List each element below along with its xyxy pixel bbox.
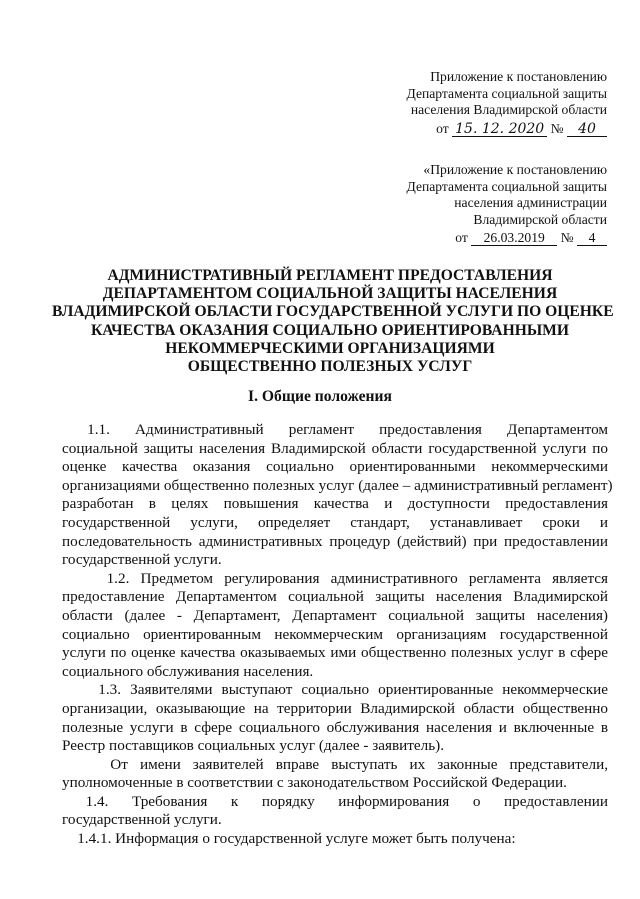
- paragraph: [62, 793, 608, 830]
- paragraph: [62, 421, 613, 570]
- title-line: КАЧЕСТВА ОКАЗАНИЯ СОЦИАЛЬНО ОРИЕНТИРОВАННЫМИ: [90, 321, 569, 339]
- paragraph-line: социальной защиты населения Владимирской области государственной услуги по: [62, 439, 608, 457]
- paragraph-line: организации, оказывающие на территории Владимирской области общественно: [62, 699, 608, 717]
- paragraph-line: 1.1. Административный регламент предоставления Департаментом: [62, 421, 608, 438]
- paragraph-line: разработан в целях повышения качества и доступности предоставления: [62, 495, 608, 513]
- handwritten-date: 15. 12. 2020: [452, 122, 547, 137]
- appendix-old-line-2: Департамента социальной защиты: [406, 178, 607, 194]
- number-label: №: [560, 230, 574, 245]
- paragraph-line: От имени заявителей вправе выступать их законные представители,: [62, 755, 608, 773]
- paragraph-line: социально ориентированным некоммерческим организациям государственной: [62, 625, 608, 643]
- title-line: ВЛАДИМИРСКОЙ ОБЛАСТИ ГОСУДАРСТВЕННОЙ УСЛУГИ ПО ОЦЕНКЕ: [52, 303, 614, 321]
- appendix-new-date-line: [407, 121, 607, 138]
- paragraph: [62, 756, 608, 793]
- from-label: от: [436, 120, 449, 136]
- document-title: [52, 267, 614, 376]
- paragraph-line: полезные услуги в сфере социального обслуживания населения и включенные в: [62, 718, 608, 736]
- appendix-new-line-3: населения Владимирской области: [410, 102, 607, 117]
- title-line: АДМИНИСТРАТИВНЫЙ РЕГЛАМЕНТ ПРЕДОСТАВЛЕНИЯ: [107, 267, 553, 284]
- title-line: ДЕПАРТАМЕНТОМ СОЦИАЛЬНОЙ ЗАЩИТЫ НАСЕЛЕНИЯ: [102, 285, 558, 303]
- paragraph: [62, 830, 608, 849]
- paragraph-line: государственной услуги.: [62, 551, 222, 569]
- old-date: 26.03.2019: [471, 231, 557, 246]
- old-number: 4: [577, 231, 607, 246]
- paragraph-line: 1.4. Требования к порядку информирования о предоставлении: [62, 792, 608, 810]
- paragraph-line: 1.2. Предметом регулирования административного регламента является: [62, 569, 608, 587]
- title-line: НЕКОММЕРЧЕСКИМИ ОРГАНИЗАЦИЯМИ: [165, 339, 495, 357]
- paragraph-line: государственной услуги, определяет стандарт, устанавливает сроки и: [62, 513, 608, 531]
- paragraph-line: услуги по оценке качества оказываемых ими общественно полезных услуг в сфере: [62, 644, 608, 662]
- paragraph: [62, 570, 608, 682]
- appendix-old-block: [407, 162, 607, 247]
- number-label: №: [550, 120, 564, 136]
- paragraph-line: социального обслуживания населения.: [62, 662, 314, 680]
- appendix-new-line-1: Приложение к постановлению: [430, 69, 607, 84]
- appendix-new-line-2: Департамента социальной защиты: [406, 85, 607, 101]
- appendix-old-date-line: [407, 230, 607, 247]
- handwritten-number: 40: [567, 122, 607, 137]
- paragraph-line: последовательность административных процедур (действий) при предоставлении: [62, 532, 608, 550]
- title-line: ОБЩЕСТВЕННО ПОЛЕЗНЫХ УСЛУГ: [187, 358, 473, 376]
- paragraph-line: организациями общественно полезных услуг (далее – административный регламент): [62, 476, 613, 494]
- paragraph-line: государственной услуги.: [62, 811, 222, 829]
- appendix-old-line-4: Владимирской области: [473, 211, 607, 227]
- document-body: [62, 421, 613, 849]
- from-label: от: [455, 230, 468, 245]
- paragraph-line: Реестр поставщиков социальных услуг (далее - заявитель).: [62, 737, 444, 755]
- paragraph-line: области (далее - Департамент, Департамент социальной защиты населения): [62, 606, 608, 624]
- section-heading: I. Общие положения: [248, 388, 392, 405]
- paragraph: [62, 681, 608, 755]
- appendix-new-block: [407, 69, 607, 137]
- paragraph-line: 1.3. Заявителями выступают социально ориентированные некоммерческие: [62, 681, 608, 699]
- appendix-old-line-1: «Приложение к постановлению: [423, 162, 607, 177]
- paragraph-line: 1.4.1. Информация о государственной услуге может быть получена:: [62, 830, 516, 848]
- paragraph-line: предоставление Департаментом социальной защиты населения Владимирской: [62, 588, 608, 606]
- paragraph-line: оценке качества оказания социально ориентированными некоммерческими: [62, 458, 608, 476]
- appendix-old-line-3: населения администрации: [454, 195, 607, 210]
- paragraph-line: уполномоченные в соответствии с законодательством Российской Федерации.: [62, 774, 567, 792]
